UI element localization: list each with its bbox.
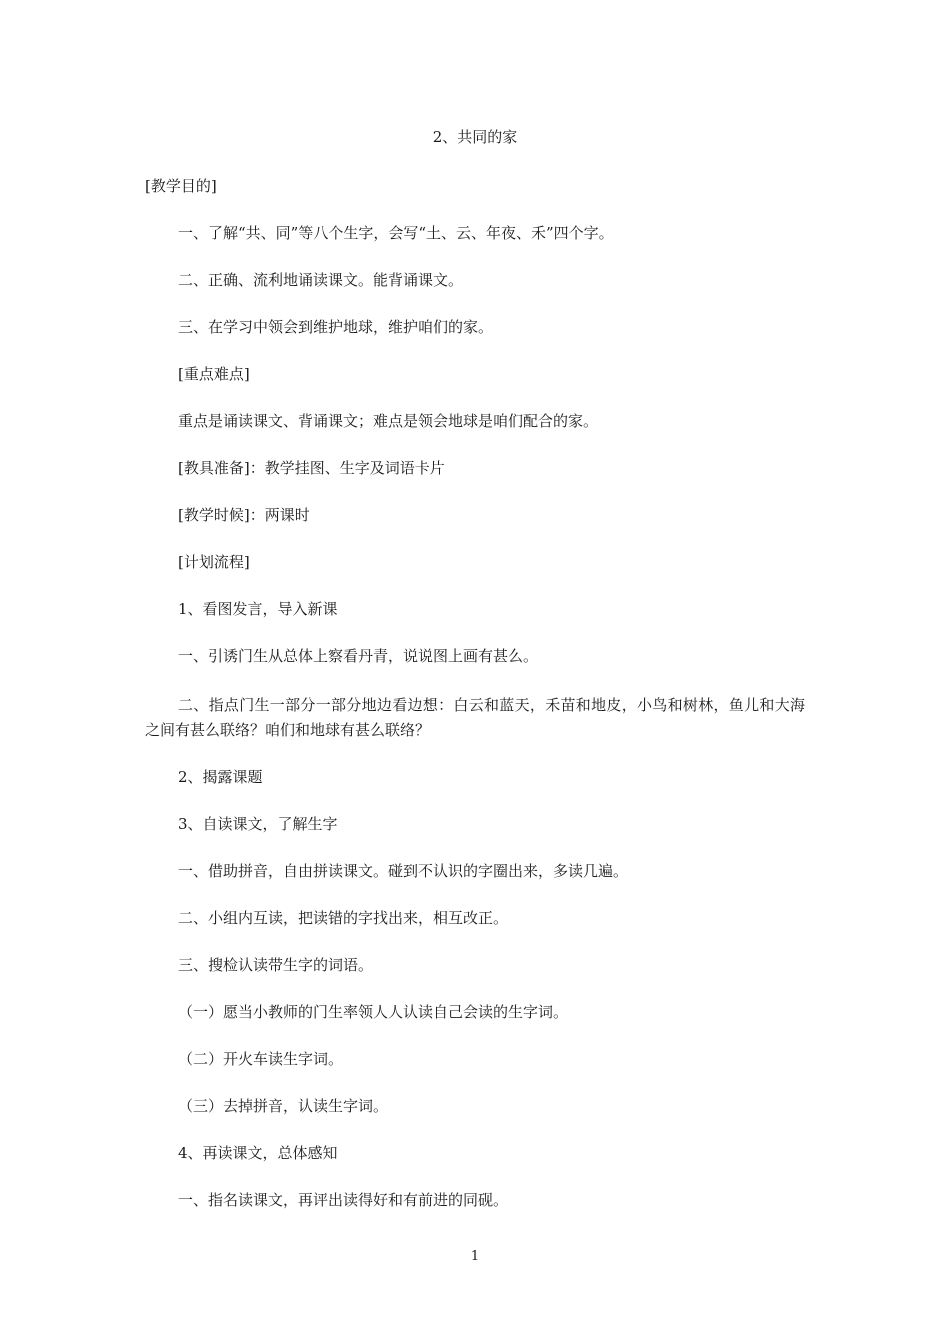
lesson-title: 2、共同的家 bbox=[432, 128, 518, 146]
step-3-item-3: 三、搜检认读带生字的词语。 bbox=[178, 956, 374, 974]
step-1-heading: 1、看图发言，导入新课 bbox=[178, 600, 338, 618]
step-4-item-1: 一、指名读课文，再评出读得好和有前进的同砚。 bbox=[178, 1191, 509, 1209]
goal-item-3: 三、在学习中领会到维护地球，维护咱们的家。 bbox=[178, 318, 494, 336]
section-heading-plan-flow: [计划流程] bbox=[178, 553, 250, 571]
step-3-item-1: 一、借助拼音，自由拼读课文。碰到不认识的字圈出来，多读几遍。 bbox=[178, 862, 629, 880]
section-heading-key-points: [重点难点] bbox=[178, 365, 250, 383]
step-1-item-2: 二、指点门生一部分一部分地边看边想：白云和蓝天，禾苗和地皮，小鸟和树林，鱼儿和大海之间有甚么联络？咱们和地球有甚么联络？ bbox=[145, 696, 805, 739]
teaching-aids-line: [教具准备]：教学挂图、生字及词语卡片 bbox=[178, 459, 445, 477]
goal-item-2: 二、正确、流利地诵读课文。能背诵课文。 bbox=[178, 271, 464, 289]
step-4-heading: 4、再读课文，总体感知 bbox=[178, 1144, 338, 1162]
page-number: 1 bbox=[470, 1249, 480, 1264]
step-1-item-1: 一、引诱门生从总体上察看丹青，说说图上画有甚么。 bbox=[178, 647, 539, 665]
goal-item-1: 一、了解“共、同”等八个生字，会写“土、云、年夜、禾”四个字。 bbox=[178, 224, 614, 242]
step-3-item-2: 二、小组内互读，把读错的字找出来，相互改正。 bbox=[178, 909, 509, 927]
sub-item-3: （三）去掉拼音，认读生字词。 bbox=[178, 1097, 389, 1115]
sub-item-2: （二）开火车读生字词。 bbox=[178, 1050, 344, 1068]
sub-item-1: （一）愿当小教师的门生率领人人认读自己会读的生字词。 bbox=[178, 1003, 569, 1021]
section-heading-teaching-goals: [教学目的] bbox=[145, 177, 217, 195]
step-2-heading: 2、揭露课题 bbox=[178, 768, 263, 786]
step-3-heading: 3、自读课文，了解生字 bbox=[178, 815, 338, 833]
key-points-text: 重点是诵读课文、背诵课文；难点是领会地球是咱们配合的家。 bbox=[178, 412, 599, 430]
teaching-time-line: [教学时候]：两课时 bbox=[178, 506, 310, 524]
